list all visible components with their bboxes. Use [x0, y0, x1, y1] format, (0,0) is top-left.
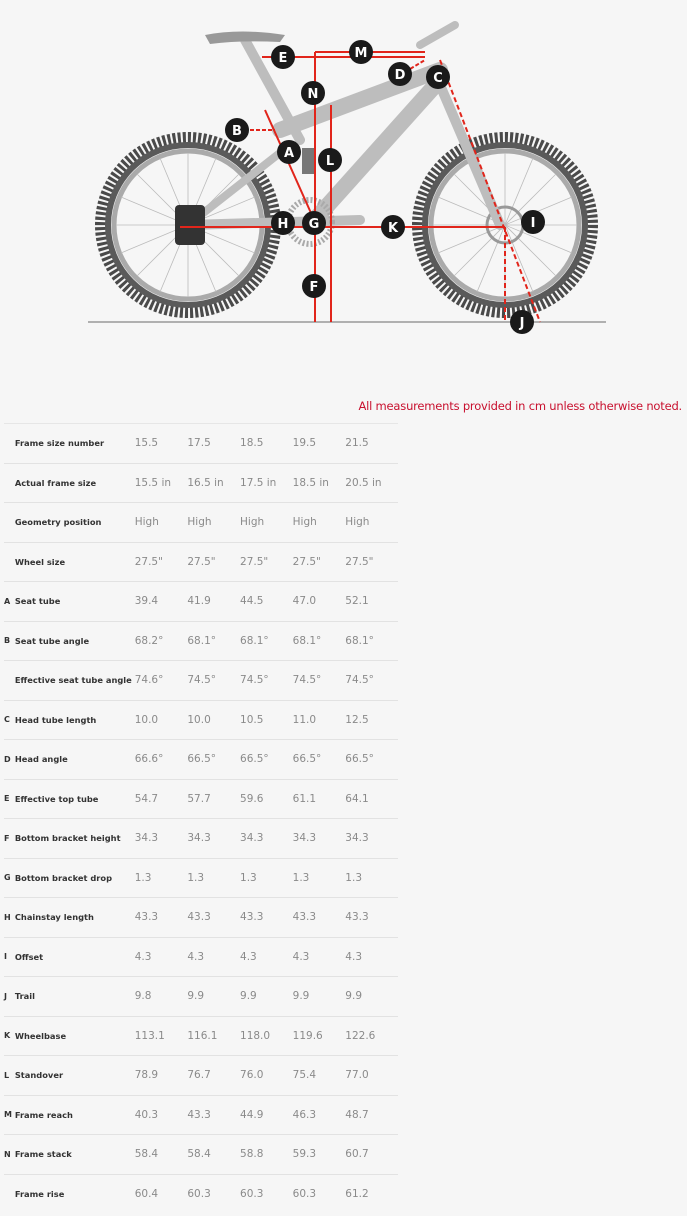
size-value: 21.5: [345, 424, 398, 464]
size-value: 74.5°: [345, 661, 398, 701]
row-letter: [4, 424, 15, 464]
row-label: Frame reach: [15, 1095, 135, 1135]
table-row: [4, 700, 398, 740]
size-value: 1.3: [187, 858, 240, 898]
size-value: 34.3: [135, 819, 188, 859]
size-value: 18.5: [240, 424, 293, 464]
size-value: 66.5°: [187, 740, 240, 780]
row-letter: A: [4, 582, 15, 622]
marker-m: [349, 40, 373, 64]
row-label: Bottom bracket height: [15, 819, 135, 859]
size-value: High: [187, 503, 240, 543]
marker-h: [271, 211, 295, 235]
row-letter: [4, 503, 15, 543]
size-value: 113.1: [135, 1016, 188, 1056]
svg-text:G: G: [308, 217, 320, 232]
size-value: 4.3: [293, 937, 346, 977]
row-label: Trail: [15, 977, 135, 1017]
size-value: 74.5°: [293, 661, 346, 701]
marker-e: [271, 45, 295, 69]
row-label: Effective seat tube angle: [15, 661, 135, 701]
table-row: [4, 779, 398, 819]
row-letter: B: [4, 621, 15, 661]
table-row: [4, 1174, 398, 1213]
size-value: 66.5°: [345, 740, 398, 780]
size-value: 60.3: [187, 1174, 240, 1213]
size-value: 60.3: [293, 1174, 346, 1213]
size-value: 59.6: [240, 779, 293, 819]
size-value: 9.9: [240, 977, 293, 1017]
size-value: 27.5": [135, 542, 188, 582]
size-value: 34.3: [187, 819, 240, 859]
size-value: 60.3: [240, 1174, 293, 1213]
size-value: 9.9: [345, 977, 398, 1017]
marker-c: [426, 65, 450, 89]
size-value: 20.5 in: [345, 463, 398, 503]
size-value: 116.1: [187, 1016, 240, 1056]
row-label: Offset: [15, 937, 135, 977]
size-value: 17.5 in: [240, 463, 293, 503]
size-value: 74.6°: [135, 661, 188, 701]
marker-n: [301, 81, 325, 105]
size-value: 17.5: [187, 424, 240, 464]
size-value: 58.4: [135, 1135, 188, 1175]
size-value: 75.4: [293, 1056, 346, 1096]
size-value: 4.3: [135, 937, 188, 977]
row-letter: D: [4, 740, 15, 780]
size-value: 68.1°: [240, 621, 293, 661]
size-value: 68.2°: [135, 621, 188, 661]
row-label: Chainstay length: [15, 898, 135, 938]
measurement-units-note: All measurements provided in cm unless otherwise noted.: [358, 399, 682, 413]
size-value: 10.5: [240, 700, 293, 740]
size-value: 54.7: [135, 779, 188, 819]
table-row: [4, 740, 398, 780]
size-value: 78.9: [135, 1056, 188, 1096]
svg-text:H: H: [277, 217, 289, 232]
svg-text:A: A: [283, 146, 295, 161]
size-value: 68.1°: [345, 621, 398, 661]
size-value: 74.5°: [240, 661, 293, 701]
table-row: [4, 819, 398, 859]
size-value: 1.3: [135, 858, 188, 898]
table-row: [4, 1016, 398, 1056]
size-value: 43.3: [345, 898, 398, 938]
size-value: 9.8: [135, 977, 188, 1017]
size-value: 4.3: [240, 937, 293, 977]
marker-j: [510, 310, 534, 334]
size-value: 10.0: [187, 700, 240, 740]
svg-text:D: D: [394, 68, 406, 83]
row-letter: G: [4, 858, 15, 898]
size-value: 1.3: [240, 858, 293, 898]
size-value: 27.5": [293, 542, 346, 582]
table-row: [4, 463, 398, 503]
bike-geometry-diagram: [0, 0, 687, 340]
size-value: 68.1°: [187, 621, 240, 661]
row-letter: K: [4, 1016, 15, 1056]
row-letter: C: [4, 700, 15, 740]
size-value: 43.3: [187, 898, 240, 938]
row-label: Wheel size: [15, 542, 135, 582]
size-value: 27.5": [345, 542, 398, 582]
svg-text:N: N: [307, 87, 319, 102]
row-letter: E: [4, 779, 15, 819]
row-letter: N: [4, 1135, 15, 1175]
size-value: 66.5°: [240, 740, 293, 780]
row-letter: [4, 542, 15, 582]
size-value: High: [240, 503, 293, 543]
size-value: 58.8: [240, 1135, 293, 1175]
table-row: [4, 1095, 398, 1135]
row-letter: J: [4, 977, 15, 1017]
size-value: 1.3: [293, 858, 346, 898]
size-value: 43.3: [187, 1095, 240, 1135]
table-row: [4, 661, 398, 701]
size-value: 27.5": [187, 542, 240, 582]
size-value: 12.5: [345, 700, 398, 740]
size-value: 15.5: [135, 424, 188, 464]
row-label: Seat tube: [15, 582, 135, 622]
row-letter: F: [4, 819, 15, 859]
size-value: 43.3: [293, 898, 346, 938]
size-value: 19.5: [293, 424, 346, 464]
marker-d: [388, 62, 412, 86]
size-value: 76.7: [187, 1056, 240, 1096]
row-letter: [4, 661, 15, 701]
size-value: 60.7: [345, 1135, 398, 1175]
table-row: [4, 503, 398, 543]
row-letter: M: [4, 1095, 15, 1135]
size-value: 58.4: [187, 1135, 240, 1175]
size-value: 34.3: [293, 819, 346, 859]
row-label: Geometry position: [15, 503, 135, 543]
size-value: 16.5 in: [187, 463, 240, 503]
size-value: High: [135, 503, 188, 543]
size-value: 4.3: [187, 937, 240, 977]
row-label: Frame rise: [15, 1174, 135, 1213]
table-row: [4, 898, 398, 938]
row-label: Head angle: [15, 740, 135, 780]
size-value: 66.5°: [293, 740, 346, 780]
marker-g: [302, 211, 326, 235]
size-value: 40.3: [135, 1095, 188, 1135]
svg-text:K: K: [387, 221, 399, 236]
size-value: 52.1: [345, 582, 398, 622]
size-value: 74.5°: [187, 661, 240, 701]
size-value: 60.4: [135, 1174, 188, 1213]
size-value: 59.3: [293, 1135, 346, 1175]
marker-l: [318, 148, 342, 172]
row-label: Head tube length: [15, 700, 135, 740]
row-label: Actual frame size: [15, 463, 135, 503]
size-value: High: [293, 503, 346, 543]
size-value: High: [345, 503, 398, 543]
size-value: 61.2: [345, 1174, 398, 1213]
svg-text:B: B: [232, 124, 242, 139]
marker-i: [521, 210, 545, 234]
svg-text:E: E: [278, 51, 288, 66]
svg-text:I: I: [530, 216, 536, 231]
size-value: 41.9: [187, 582, 240, 622]
size-value: 39.4: [135, 582, 188, 622]
marker-a: [277, 140, 301, 164]
table-row: [4, 621, 398, 661]
table-row: [4, 937, 398, 977]
marker-k: [381, 215, 405, 239]
row-label: Standover: [15, 1056, 135, 1096]
table-row: [4, 1056, 398, 1096]
size-value: 1.3: [345, 858, 398, 898]
size-value: 119.6: [293, 1016, 346, 1056]
size-value: 66.6°: [135, 740, 188, 780]
svg-text:L: L: [325, 154, 335, 169]
marker-b: [225, 118, 249, 142]
table-row: [4, 977, 398, 1017]
marker-f: [302, 274, 326, 298]
size-value: 4.3: [345, 937, 398, 977]
table-row: [4, 424, 398, 464]
svg-text:F: F: [309, 280, 319, 295]
row-label: Effective top tube: [15, 779, 135, 819]
size-value: 47.0: [293, 582, 346, 622]
size-value: 9.9: [293, 977, 346, 1017]
table-row: [4, 858, 398, 898]
row-label: Frame size number: [15, 424, 135, 464]
row-letter: [4, 1174, 15, 1213]
svg-text:J: J: [519, 316, 525, 331]
size-value: 43.3: [240, 898, 293, 938]
size-value: 18.5 in: [293, 463, 346, 503]
size-value: 15.5 in: [135, 463, 188, 503]
table-row: [4, 1135, 398, 1175]
row-label: Seat tube angle: [15, 621, 135, 661]
size-value: 9.9: [187, 977, 240, 1017]
row-letter: H: [4, 898, 15, 938]
row-label: Frame stack: [15, 1135, 135, 1175]
size-value: 76.0: [240, 1056, 293, 1096]
size-value: 48.7: [345, 1095, 398, 1135]
size-value: 46.3: [293, 1095, 346, 1135]
size-value: 122.6: [345, 1016, 398, 1056]
size-value: 43.3: [135, 898, 188, 938]
row-label: Wheelbase: [15, 1016, 135, 1056]
size-value: 118.0: [240, 1016, 293, 1056]
geometry-table: [4, 423, 398, 1213]
svg-text:M: M: [354, 46, 368, 61]
size-value: 10.0: [135, 700, 188, 740]
size-value: 61.1: [293, 779, 346, 819]
row-letter: [4, 463, 15, 503]
size-value: 11.0: [293, 700, 346, 740]
size-value: 64.1: [345, 779, 398, 819]
size-value: 44.9: [240, 1095, 293, 1135]
row-label: Bottom bracket drop: [15, 858, 135, 898]
row-letter: I: [4, 937, 15, 977]
table-row: [4, 582, 398, 622]
size-value: 34.3: [240, 819, 293, 859]
size-value: 27.5": [240, 542, 293, 582]
size-value: 68.1°: [293, 621, 346, 661]
size-value: 44.5: [240, 582, 293, 622]
size-value: 77.0: [345, 1056, 398, 1096]
row-letter: L: [4, 1056, 15, 1096]
size-value: 57.7: [187, 779, 240, 819]
svg-text:C: C: [433, 71, 443, 86]
size-value: 34.3: [345, 819, 398, 859]
table-row: [4, 542, 398, 582]
